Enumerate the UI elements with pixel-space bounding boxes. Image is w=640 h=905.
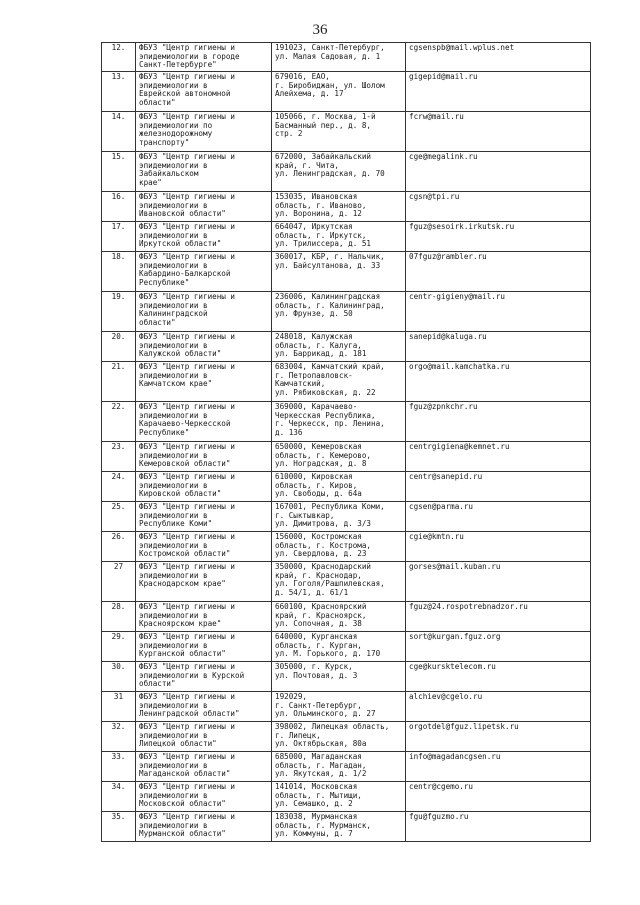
table-row (102, 152, 591, 192)
row-number-cell: 15. (102, 152, 136, 192)
organization-name-cell: ФБУЗ "Центр гигиены и эпидемиологии в Московской области" (136, 782, 272, 812)
email-cell: fcrw@mail.ru (406, 112, 591, 152)
row-number-cell: 30. (102, 662, 136, 692)
organization-name-cell: ФБУЗ "Центр гигиены и эпидемиологии в Краснодарском крае" (136, 562, 272, 602)
row-number-cell: 31 (102, 692, 136, 722)
organization-name-cell: ФБУЗ "Центр гигиены и эпидемиологии в Ивановской области" (136, 192, 272, 222)
row-number-cell: 21. (102, 362, 136, 402)
address-cell: 105066, г. Москва, 1-й Басманный пер., д. 8, стр. 2 (272, 112, 406, 152)
row-number-cell: 34. (102, 782, 136, 812)
table-row (102, 442, 591, 472)
email-cell: centr@cgemo.ru (406, 782, 591, 812)
table-row (102, 402, 591, 442)
address-cell: 141014, Московская область, г. Мытищи, ул. Семашко, д. 2 (272, 782, 406, 812)
table-row (102, 602, 591, 632)
row-number-cell: 32. (102, 722, 136, 752)
row-number-cell: 23. (102, 442, 136, 472)
address-cell: 398002, Липецкая область, г. Липецк, ул. Октябрьская, 80а (272, 722, 406, 752)
organization-name-cell: ФБУЗ "Центр гигиены и эпидемиологии в Липецкой области" (136, 722, 272, 752)
email-cell: alchiev@cgelo.ru (406, 692, 591, 722)
table-row (102, 43, 591, 72)
address-cell: 167001, Республика Коми, г. Сыктывкар, ул. Димитрова, д. 3/3 (272, 502, 406, 532)
organization-name-cell: ФБУЗ "Центр гигиены и эпидемиологии в Кабардино-Балкарской Республике" (136, 252, 272, 292)
row-number-cell: 16. (102, 192, 136, 222)
row-number-cell: 25. (102, 502, 136, 532)
address-cell: 153035, Ивановская область, г. Иваново, ул. Воронина, д. 12 (272, 192, 406, 222)
organization-name-cell: ФБУЗ "Центр гигиены и эпидемиологии в Мурманской области" (136, 812, 272, 842)
organization-name-cell: ФБУЗ "Центр гигиены и эпидемиологии в Кемеровской области" (136, 442, 272, 472)
row-number-cell: 20. (102, 332, 136, 362)
table-row (102, 252, 591, 292)
address-cell: 192029, г. Санкт-Петербург, ул. Ольминского, д. 27 (272, 692, 406, 722)
email-cell: 07fguz@rambler.ru (406, 252, 591, 292)
table-row (102, 332, 591, 362)
email-cell: centr-gigieny@mail.ru (406, 292, 591, 332)
organization-name-cell: ФБУЗ "Центр гигиены и эпидемиологии в Ленинградской области" (136, 692, 272, 722)
table-row (102, 692, 591, 722)
address-cell: 183038, Мурманская область, г. Мурманск, ул. Коммуны, д. 7 (272, 812, 406, 842)
address-cell: 660100, Красноярский край, г. Красноярск, ул. Сопочная, д. 38 (272, 602, 406, 632)
email-cell: sort@kurgan.fguz.org (406, 632, 591, 662)
organization-name-cell: ФБУЗ "Центр гигиены и эпидемиологии по железнодорожному транспорту" (136, 112, 272, 152)
page-number: 36 (312, 22, 328, 38)
address-cell: 305000, г. Курск, ул. Почтовая, д. 3 (272, 662, 406, 692)
organization-name-cell: ФБУЗ "Центр гигиены и эпидемиологии в Калужской области" (136, 332, 272, 362)
table-row (102, 562, 591, 602)
table-row (102, 362, 591, 402)
organization-name-cell: ФБУЗ "Центр гигиены и эпидемиологии в Кировской области" (136, 472, 272, 502)
address-cell: 685000, Магаданская область, г. Магадан, ул. Якутская, д. 1/2 (272, 752, 406, 782)
email-cell: cge@kursktelecom.ru (406, 662, 591, 692)
address-cell: 156000, Костромская область, г. Кострома, ул. Свердлова, д. 23 (272, 532, 406, 562)
address-cell: 683004, Камчатский край, г. Петропавловск- Камчатский, ул. Рябиковская, д. 22 (272, 362, 406, 402)
organization-name-cell: ФБУЗ "Центр гигиены и эпидемиологии в Курской области" (136, 662, 272, 692)
organization-name-cell: ФБУЗ "Центр гигиены и эпидемиологии в Магаданской области" (136, 752, 272, 782)
row-number-cell: 19. (102, 292, 136, 332)
table-row (102, 722, 591, 752)
email-cell: centr@sanepid.ru (406, 472, 591, 502)
row-number-cell: 29. (102, 632, 136, 662)
address-cell: 369000, Карачаево- Черкесская Республика, г. Черкесск, пр. Ленина, д. 136 (272, 402, 406, 442)
address-cell: 664047, Иркутская область, г. Иркутск, ул. Трилиссера, д. 51 (272, 222, 406, 252)
email-cell: orgo@mail.kamchatka.ru (406, 362, 591, 402)
address-cell: 248018, Калужская область, г. Калуга, ул. Баррикад, д. 181 (272, 332, 406, 362)
organization-name-cell: ФБУЗ "Центр гигиены и эпидемиологии в Забайкальском крае" (136, 152, 272, 192)
address-cell: 191023, Санкт-Петербург, ул. Малая Садовая, д. 1 (272, 43, 406, 72)
row-number-cell: 17. (102, 222, 136, 252)
email-cell: cgsn@tpi.ru (406, 192, 591, 222)
organization-name-cell: ФБУЗ "Центр гигиены и эпидемиологии в Еврейской автономной области" (136, 72, 272, 112)
email-cell: info@magadancgsen.ru (406, 752, 591, 782)
email-cell: gigepid@mail.ru (406, 72, 591, 112)
row-number-cell: 13. (102, 72, 136, 112)
email-cell: orgotdel@fguz.lipetsk.ru (406, 722, 591, 752)
email-cell: cge@megalink.ru (406, 152, 591, 192)
address-cell: 679016, ЕАО, г. Биробиджан, ул. Шолом Алейхема, д. 17 (272, 72, 406, 112)
row-number-cell: 35. (102, 812, 136, 842)
email-cell: cgsen@parma.ru (406, 502, 591, 532)
address-cell: 610000, Кировская область, г. Киров, ул. Свободы, д. 64а (272, 472, 406, 502)
email-cell: cgie@kmtn.ru (406, 532, 591, 562)
table-row (102, 812, 591, 842)
row-number-cell: 28. (102, 602, 136, 632)
address-cell: 236006, Калининградская область, г. Калининград, ул. Фрунзе, д. 50 (272, 292, 406, 332)
address-cell: 640000, Курганская область, г. Курган, ул. М. Горького, д. 170 (272, 632, 406, 662)
table-row (102, 532, 591, 562)
organization-name-cell: ФБУЗ "Центр гигиены и эпидемиологии в Иркутской области" (136, 222, 272, 252)
address-cell: 350000, Краснодарский край, г. Краснодар, ул. Гоголя/Рашпилевская, д. 54/1, д. 61/1 (272, 562, 406, 602)
table-row (102, 662, 591, 692)
table-row (102, 752, 591, 782)
organization-name-cell: ФБУЗ "Центр гигиены и эпидемиологии в Камчатском крае" (136, 362, 272, 402)
organization-name-cell: ФБУЗ "Центр гигиены и эпидемиологии в городе Санкт-Петербурге" (136, 43, 272, 72)
email-cell: fguz@sesoirk.irkutsk.ru (406, 222, 591, 252)
email-cell: fguz@zpnkchr.ru (406, 402, 591, 442)
organization-name-cell: ФБУЗ "Центр гигиены и эпидемиологии в Калининградской области" (136, 292, 272, 332)
table-row (102, 222, 591, 252)
address-cell: 672000, Забайкальский край, г. Чита, ул. Ленинградская, д. 70 (272, 152, 406, 192)
table-row (102, 632, 591, 662)
row-number-cell: 12. (102, 43, 136, 72)
organization-name-cell: ФБУЗ "Центр гигиены и эпидемиологии в Республике Коми" (136, 502, 272, 532)
email-cell: fguz@24.rospotrebnadzor.ru (406, 602, 591, 632)
address-cell: 650000, Кемеровская область, г. Кемерово, ул. Ноградская, д. 8 (272, 442, 406, 472)
row-number-cell: 22. (102, 402, 136, 442)
row-number-cell: 18. (102, 252, 136, 292)
row-number-cell: 24. (102, 472, 136, 502)
row-number-cell: 26. (102, 532, 136, 562)
table-row (102, 782, 591, 812)
table-row (102, 292, 591, 332)
email-cell: fgu@fguzmo.ru (406, 812, 591, 842)
organization-name-cell: ФБУЗ "Центр гигиены и эпидемиологии в Курганской области" (136, 632, 272, 662)
email-cell: sanepid@kaluga.ru (406, 332, 591, 362)
row-number-cell: 27 (102, 562, 136, 602)
email-cell: centrgigiena@kemnet.ru (406, 442, 591, 472)
organization-name-cell: ФБУЗ "Центр гигиены и эпидемиологии в Красноярском крае" (136, 602, 272, 632)
row-number-cell: 14. (102, 112, 136, 152)
organizations-table (101, 42, 591, 842)
table-row (102, 472, 591, 502)
address-cell: 360017, КБР, г. Нальчик, ул. Байсултанова, д. 33 (272, 252, 406, 292)
table-body (102, 43, 591, 842)
email-cell: cgsenspb@mail.wplus.net (406, 43, 591, 72)
table-row (102, 72, 591, 112)
table-row (102, 112, 591, 152)
table-row (102, 502, 591, 532)
row-number-cell: 33. (102, 752, 136, 782)
organization-name-cell: ФБУЗ "Центр гигиены и эпидемиологии в Костромской области" (136, 532, 272, 562)
table-row (102, 192, 591, 222)
email-cell: gorses@mail.kuban.ru (406, 562, 591, 602)
organization-name-cell: ФБУЗ "Центр гигиены и эпидемиологии в Карачаево-Черкесской Республике" (136, 402, 272, 442)
